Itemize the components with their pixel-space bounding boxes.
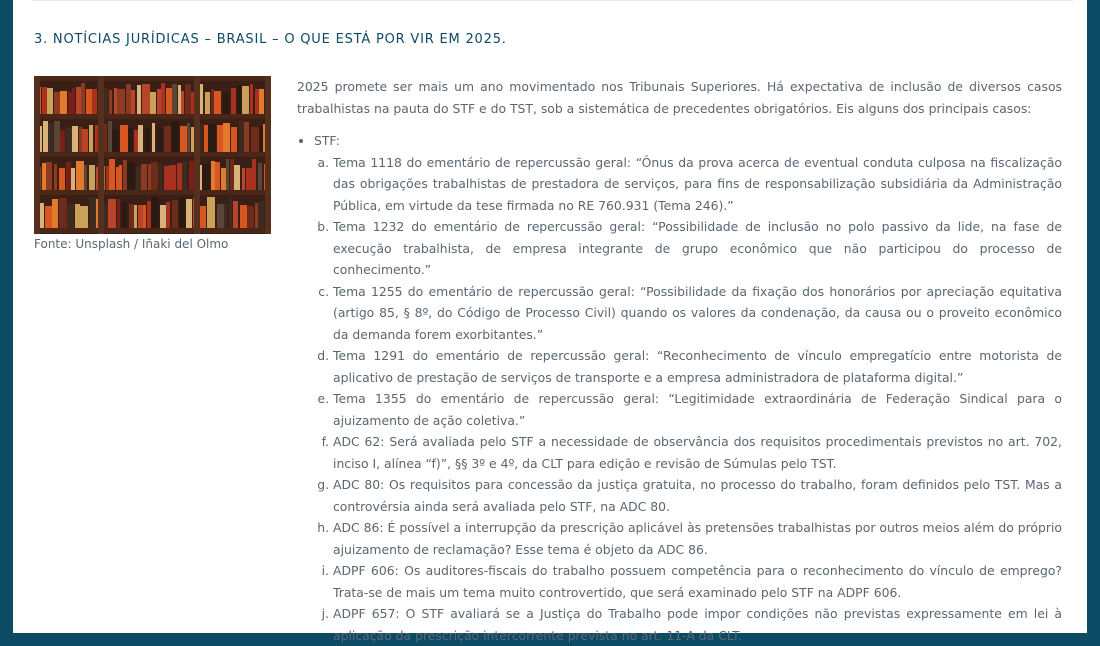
- book-spine: [84, 165, 87, 192]
- book-spine: [157, 128, 163, 154]
- book-spine: [71, 168, 75, 192]
- top-divider: [33, 0, 1073, 1]
- book-spine: [166, 88, 172, 116]
- book-spine: [68, 92, 72, 116]
- book-spine: [54, 121, 60, 154]
- book-spine: [233, 201, 238, 230]
- bookshelf-photo: [34, 76, 271, 234]
- book-spine: [131, 90, 135, 116]
- shelf-board: [34, 228, 271, 233]
- book-spine: [136, 166, 141, 192]
- book-spine: [231, 88, 236, 116]
- court-list: [297, 130, 1062, 646]
- book-spine: [244, 122, 249, 154]
- article-body: [297, 76, 1062, 646]
- book-spine: [89, 197, 96, 230]
- book-spine: [59, 198, 67, 230]
- book-spine: [164, 166, 169, 192]
- book-spine: [109, 90, 112, 116]
- book-spine: [252, 159, 256, 192]
- shelf-post: [34, 76, 40, 234]
- page-panel: [13, 0, 1087, 633]
- book-spine: [127, 162, 135, 192]
- book-spine: [81, 83, 85, 116]
- intro-paragraph: 2025 promete ser mais um ano movimentado nos Tribunais Superiores. Há expectativa de inclusão de diversos casos trabalhistas na pauta do STF e do TST, sob a sistemática de precedentes obrigatórios. Eis alguns dos principais casos:: [297, 76, 1062, 119]
- book-spine: [75, 204, 80, 230]
- book-spine: [52, 199, 58, 230]
- book-spine: [76, 161, 84, 192]
- book-spine: [126, 84, 131, 116]
- book-spine: [221, 168, 226, 192]
- book-spine: [255, 89, 259, 116]
- book-spine: [123, 160, 127, 192]
- book-spine: [159, 164, 162, 192]
- shelf-board: [34, 76, 271, 81]
- book-spine: [217, 204, 224, 230]
- court-label: STF:: [314, 133, 340, 148]
- book-spine: [86, 89, 92, 116]
- book-spine: [72, 126, 78, 154]
- case-item: j. ADPF 657: O STF avaliará se a Justiça do Trabalho pode impor condições não previstas expressamente em lei à aplicação da prescrição intercorrente prevista no art. 11-A da CLT.: [333, 603, 1062, 646]
- book-spine: [82, 129, 88, 154]
- book-spine: [43, 121, 48, 154]
- book-spine: [152, 123, 155, 154]
- shelf-board: [34, 114, 271, 119]
- book-spine: [76, 87, 81, 116]
- book-spine: [251, 127, 259, 154]
- court-item-stf: [314, 130, 1062, 646]
- book-spine: [117, 199, 120, 230]
- book-spine: [45, 206, 52, 230]
- book-spine: [54, 92, 60, 116]
- book-spine: [177, 163, 182, 192]
- section-title: 3. NOTÍCIAS JURÍDICAS – BRASIL – O QUE ESTÁ POR VIR EM 2025.: [34, 32, 507, 47]
- book-spine: [207, 197, 215, 230]
- book-spine: [231, 127, 237, 154]
- book-spine: [182, 161, 187, 192]
- book-spine: [92, 89, 97, 116]
- book-spine: [215, 162, 220, 192]
- case-item: i. ADPF 606: Os auditores-fiscais do trabalho possuem competência para o reconhecimento do vínculo de emprego? Trata-se de mais um tema muito controvertido, que será examinado pelo STF na ADPF 606.: [333, 560, 1062, 603]
- book-spine: [80, 206, 88, 230]
- book-spine: [240, 205, 247, 230]
- book-spine: [48, 123, 53, 154]
- book-spine: [239, 121, 244, 154]
- book-spine: [108, 199, 116, 230]
- book-spine: [137, 85, 141, 116]
- book-spine: [247, 206, 254, 230]
- book-spine: [246, 168, 252, 192]
- shelf-board: [34, 190, 271, 195]
- book-spine: [172, 200, 178, 230]
- book-spine: [204, 125, 208, 154]
- book-spine: [59, 168, 65, 192]
- book-spine: [160, 205, 166, 230]
- book-spine: [258, 201, 264, 230]
- book-spine: [179, 198, 186, 230]
- book-spine: [186, 199, 192, 230]
- shelf-board: [34, 152, 271, 157]
- book-spine: [164, 126, 171, 154]
- book-spine: [169, 165, 176, 192]
- book-spine: [258, 163, 262, 192]
- book-spine: [208, 124, 216, 154]
- book-spine: [150, 92, 156, 116]
- book-spine: [161, 83, 165, 116]
- book-spine: [120, 125, 128, 154]
- book-spine: [42, 87, 47, 116]
- case-item: h. ADC 86: É possível a interrupção da prescrição aplicável às pretensões trabalhistas por outros meios além do próprio ajuizamento de reclamação? Esse tema é objeto da ADC 86.: [333, 517, 1062, 560]
- case-item: c. Tema 1255 do ementário de repercussão geral: “Possibilidade da fixação dos honorários por apreciação equitativa (artigo 85, § 8º, do Código de Processo Civil) quando os valores da condenação, da causa ou o proveito econômico da demanda forem exorbitantes.”: [333, 281, 1062, 346]
- book-spine: [211, 161, 215, 192]
- book-spine: [171, 121, 179, 154]
- book-spine: [134, 130, 138, 154]
- book-spine: [54, 164, 57, 192]
- book-spine: [89, 125, 93, 154]
- book-spine: [89, 165, 95, 192]
- book-spine: [122, 202, 127, 230]
- book-spine: [230, 159, 234, 192]
- case-item: b. Tema 1232 do ementário de repercussão geral: “Possibilidade de inclusão no polo passivo da lide, na fase de execução trabalhista, de empresa integrante de grupo econômico que não participou do processo de conhecimento.”: [333, 216, 1062, 281]
- book-spine: [185, 84, 191, 116]
- book-spine: [109, 159, 115, 192]
- book-spine: [145, 128, 150, 154]
- book-spine: [250, 84, 253, 116]
- case-item: d. Tema 1291 do ementário de repercussão geral: “Reconhecimento de vínculo empregatício entre motorista de aplicativo de prestação de serviços de transporte e a empresa administradora de plataforma digital.”: [333, 345, 1062, 388]
- book-spine: [42, 163, 46, 192]
- book-spine: [66, 127, 72, 154]
- book-spine: [66, 162, 71, 192]
- book-spine: [223, 123, 230, 154]
- shelf-post: [98, 76, 104, 234]
- book-spine: [46, 162, 52, 192]
- photo-caption: Fonte: Unsplash / Iñaki del Olmo: [34, 237, 228, 251]
- shelf-post: [265, 76, 271, 234]
- case-item: g. ADC 80: Os requisitos para concessão da justiça gratuita, no processo do trabalho, foram definidos pelo TST. Mas a controvérsia ainda será avaliada pelo STF, na ADC 80.: [333, 474, 1062, 517]
- book-spine: [214, 91, 221, 116]
- book-spine: [60, 91, 67, 116]
- book-spine: [202, 164, 210, 192]
- case-item: f. ADC 62: Será avaliada pelo STF a necessidade de observância dos requisitos procedimentais previstos no art. 702, inciso I, alínea “f)”, §§ 3º e 4º, da CLT para edição e revisão de Súmulas pelo TST.: [333, 431, 1062, 474]
- book-spine: [138, 125, 143, 154]
- book-spine: [47, 88, 53, 116]
- book-spine: [242, 86, 249, 116]
- case-list: [314, 152, 1062, 646]
- book-spine: [60, 130, 65, 154]
- book-spine: [157, 89, 161, 116]
- book-spine: [166, 202, 170, 230]
- book-spine: [180, 126, 187, 154]
- book-spine: [259, 89, 264, 116]
- book-spine: [67, 204, 74, 230]
- book-spine: [141, 164, 147, 192]
- book-spine: [117, 89, 125, 116]
- book-spine: [128, 128, 133, 154]
- book-spine: [217, 125, 223, 154]
- book-spine: [172, 84, 177, 116]
- book-spine: [237, 85, 242, 116]
- book-spine: [108, 121, 112, 154]
- book-spine: [151, 197, 159, 230]
- book-spine: [234, 165, 240, 192]
- book-spine: [129, 204, 134, 230]
- book-spine: [142, 84, 150, 116]
- shelf-post: [194, 76, 200, 234]
- book-spine: [112, 129, 119, 154]
- book-spine: [224, 204, 227, 230]
- book-spine: [223, 92, 229, 116]
- book-spine: [205, 92, 210, 116]
- case-item: e. Tema 1355 do ementário de repercussão geral: “Legitimidade extraordinária de Federação Sindical para o ajuizamento de ação coletiva.”: [333, 388, 1062, 431]
- book-spine: [151, 162, 158, 192]
- case-item: a. Tema 1118 do ementário de repercussão geral: “Ônus da prova acerca de eventual conduta culposa na fiscalização das obrigações trabalhistas de prestadora de serviços, para fins de responsabilização subsidiária da Administração Pública, em virtude da tese firmada no RE 760.931 (Tema 246).”: [333, 152, 1062, 217]
- book-spine: [147, 201, 151, 230]
- book-spine: [138, 205, 143, 230]
